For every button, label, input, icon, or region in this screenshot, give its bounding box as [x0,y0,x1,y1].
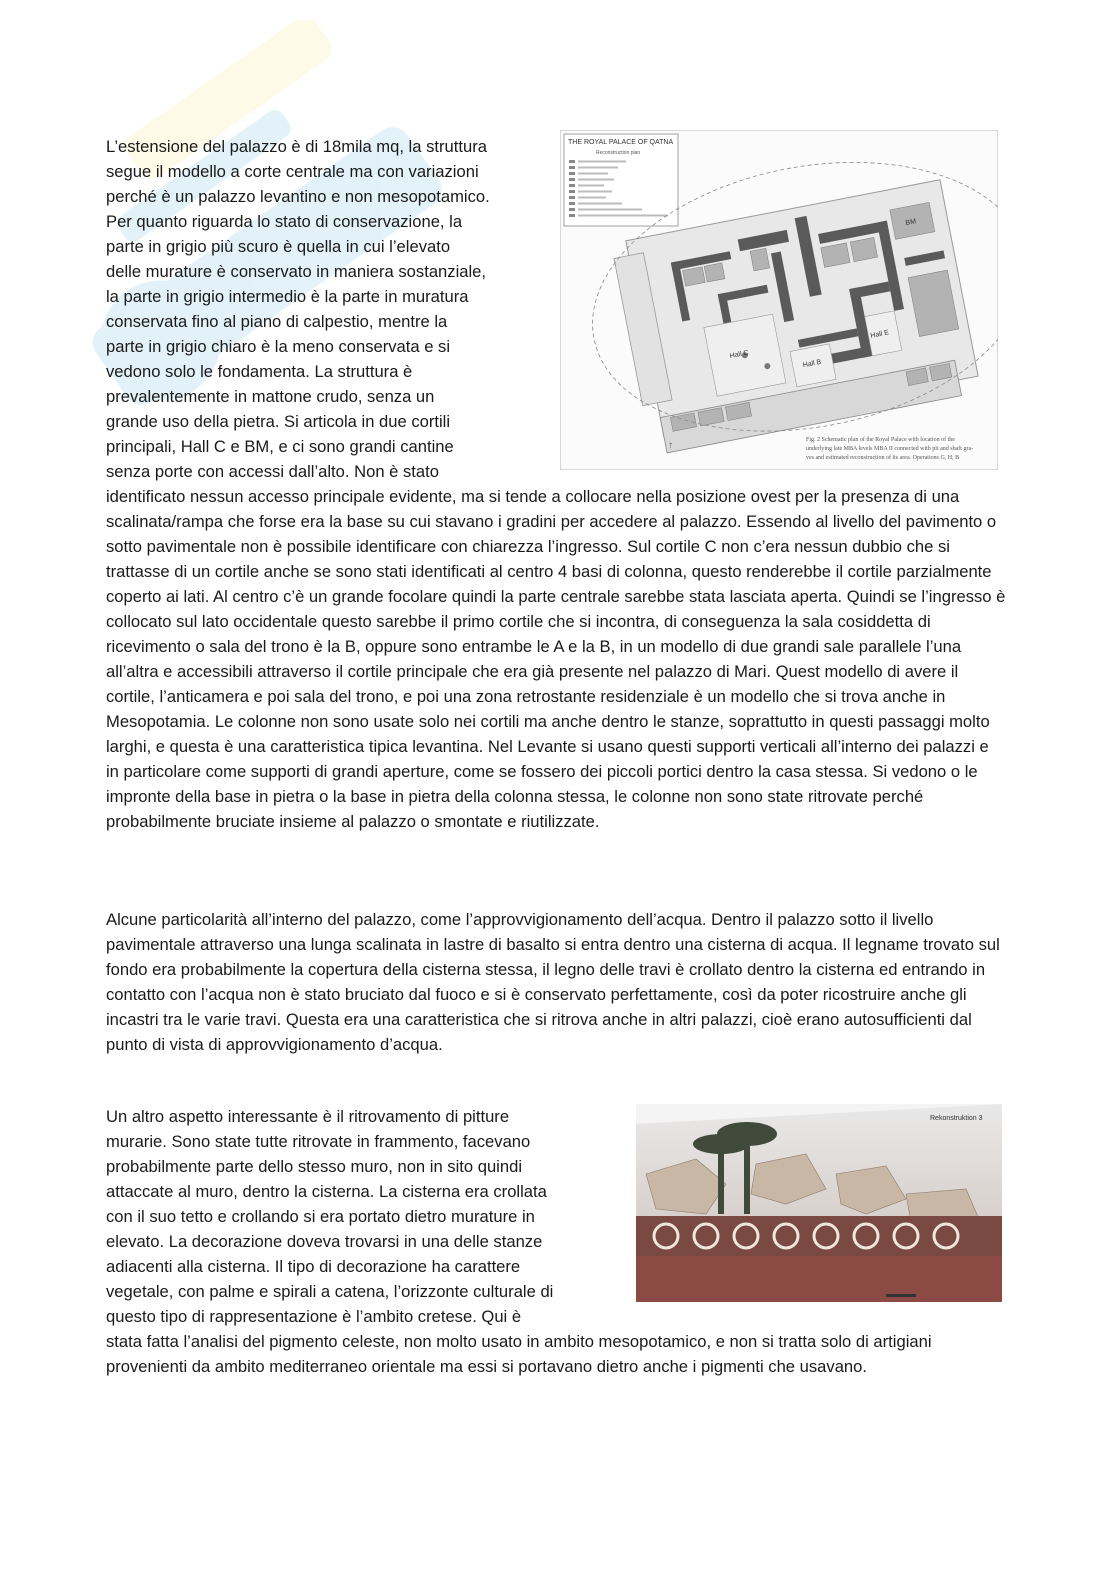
text-line: segue il modello a corte centrale ma con variazioni [106,162,479,181]
paragraph-1-intro [106,134,542,484]
text-line: L’estensione del palazzo è di 18mila mq, la struttura [106,137,487,156]
label-hall-b: Hall B [802,358,822,370]
plan-subtitle: Reconstruction plan [596,150,641,156]
text-line: probabilmente parte dello stesso muro, non in sito quindi [106,1157,523,1176]
royal-palace-plan-figure [560,130,998,470]
label-bm: BM [905,218,917,228]
text-line: attaccate al muro, dentro la cisterna. La cisterna era crollata [106,1182,547,1201]
text-line: principali, Hall C e BM, e ci sono grandi cantine [106,437,454,456]
label-hall-c: Hall C [729,349,750,361]
painting-label: Rekonstruktion 3 [930,1115,983,1122]
text-line: delle murature è conservato in maniera sostanziale, [106,262,487,281]
text-line: parte in grigio più scuro è quella in cui l’elevato [106,237,451,256]
north-arrow-icon: ↑ [668,440,673,451]
text-line: Un altro aspetto interessante è il ritrovamento di pitture [106,1107,510,1126]
wall-painting-reconstruction-figure [636,1104,1002,1302]
text-line: grande uso della pietra. Si articola in due cortili [106,412,451,431]
text-line: la parte in grigio intermedio è la parte in muratura [106,287,469,306]
paragraph-1-continuation: identificato nessun accesso principale evidente, ma si tende a collocare nella posizione ovest per la presenza di una scalinata/rampa che forse era la base su cui stavano i gradini per accedere al palazzo. Essendo al livello del pavimento o sotto pavimentale non è possibile identificare con chiarezza l’ingresso. Sul cortile C non c’era nessun dubbio che si trattasse di un cortile anche se sono stati identificati al centro 4 basi di colonna, questo renderebbe il cortile parzialmente coperto ai lati. Al centro c’è un grande focolare quindi la parte centrale sarebbe stata lasciata aperta. Quindi se l’ingresso è collocato sul lato occidentale questo sarebbe il primo cortile che si incontra, di conseguenza la sala cosiddetta di ricevimento o sala del trono è la B, oppure sono entrambe le A e la B, in un modello di due grandi sale parallele l’una all’altra e accessibili attraverso il cortile principale che era già presente nel palazzo di Mari. Quest modello di avere il cortile, l’anticamera e poi sala del trono, e poi una zona retrostante residenziale è un modello che si trova anche in Mesopotamia. Le colonne non sono usate solo nei cortili ma anche dentro le stanze, soprattutto in questi passaggi molto larghi, e questa è una caratteristica tipica levantina. Nel Levante si usano questi supporti verticali all’interno dei palazzi e in particolare come supporti di grandi aperture, come se fossero dei piccoli portici dentro la casa stessa. Si vedono o le impronte della base in pietra o la base in pietra della colonna stessa, le colonne non sono state ritrovate perché probabilmente bruciate insieme al palazzo o smontate e riutilizzate. [106,487,1006,831]
plan-caption-line-3: ves and estimated reconstruction of its area. Operations G, H, B [806,455,960,461]
plan-caption-line-2: underlying late MBA levels MBA II connected with pit and shaft gra- [806,446,974,452]
text-line: prevalentemente in mattone crudo, senza un [106,387,435,406]
text-line: vedono solo le fondamenta. La struttura è [106,362,413,381]
text-line: questo tipo di rappresentazione è l’ambito cretese. Qui è [106,1307,522,1326]
text-line: parte in grigio chiaro è la meno conservata e si [106,337,451,356]
text-line: con il suo tetto e crollando si era portato dietro murature in [106,1207,535,1226]
text-line: vegetale, con palme e spirali a catena, l’orizzonte culturale di [106,1282,554,1301]
text-line: senza porte con accessi dall’alto. Non è stato [106,462,439,481]
text-line: elevato. La decorazione doveva trovarsi in una delle stanze [106,1232,543,1251]
text-line: adiacenti alla cisterna. Il tipo di decorazione ha carattere [106,1257,521,1276]
paragraph-2-water-supply: Alcune particolarità all’interno del palazzo, come l’approvvigionamento dell’acqua. Dentro il palazzo sotto il livello pavimentale attraverso una lunga scalinata in lastre di basalto si entra dentro una cisterna di acqua. Il legname trovato sul fondo era probabilmente la copertura della cisterna stessa, il legno delle travi è crollato dentro la cisterna ed entrando in contatto con l’acqua non è stato bruciato dal fuoco e si è conservato perfettamente, così da poter ricostruire anche gli incastri tra le varie travi. Questa era una caratteristica che si ritrova anche in altri palazzi, cioè erano autosufficienti dal punto di vista di approvvigionamento d’acqua. [106,910,1000,1054]
paragraph-3-continuation: stata fatta l’analisi del pigmento celeste, non molto usato in ambito mesopotamico, e non si tratta solo di artigiani provenienti da ambito mediterraneo orientale ma essi si portavano dietro anche i pigmenti che usavano. [106,1332,932,1376]
text-line: murarie. Sono state tutte ritrovate in frammento, facevano [106,1132,531,1151]
plan-caption-line-1: Fig. 2 Schematic plan of the Royal Palace with location of the [806,437,955,443]
plan-title: THE ROYAL PALACE OF QATNA [568,139,674,146]
text-line: Per quanto riguarda lo stato di conservazione, la [106,212,463,231]
text-line: conservata fino al piano di calpestio, mentre la [106,312,448,331]
paragraph-3-wall-paintings [106,1104,618,1329]
label-hall-e: Hall E [869,329,890,340]
text-line: perché è un palazzo levantino e non mesopotamico. [106,187,490,206]
